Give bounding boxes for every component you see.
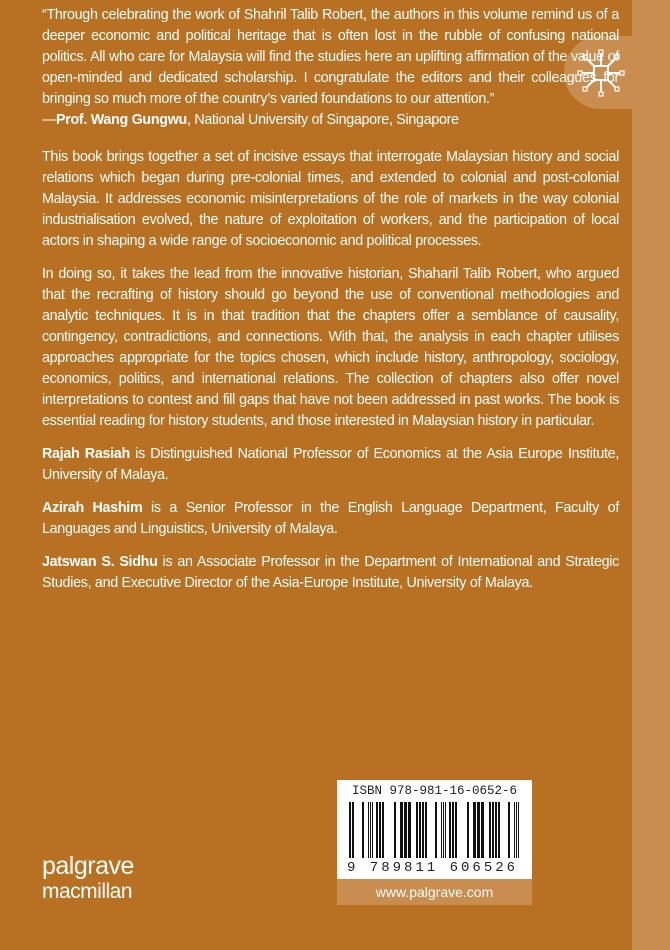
barcode-bar [443,802,444,858]
barcode-bar [379,802,381,858]
publisher-url[interactable]: www.palgrave.com [337,879,532,905]
barcode-bar [445,802,446,858]
barcode-bar [516,802,517,858]
barcode-bar [404,802,407,858]
editor-bio-text: is a Senior Professor in the English Language Department, Faculty of Languages and Linguistics, University of Malaya. [42,500,619,537]
barcode-bar [435,802,437,858]
quote-affiliation: , National University of Singapore, Singapore [186,112,459,128]
barcode-bar [492,802,494,858]
editor-name: Azirah Hashim [42,500,143,516]
isbn-text: ISBN 978-981-16-0652-6 [351,784,518,798]
paragraph: In doing so, it takes the lead from the innovative historian, Shaharil Talib Robert, who argued that the recrafting of history should go beyond the use of conventional methodologies and analytic techniques. It is in that tradition that the chapters offer a semblance of causality, contingency, contradictions, and connections. With that, the analysis in each chapter utilises approaches appropriate for the topics chosen, which include history, anthropology, sociology, economics, politics, and international relations. The collection of chapters also offer novel interpretations to contest and fill gaps that have not been addressed in past works. The book is essential reading for history students, and those interested in Malaysian history in particular. [42,266,619,429]
barcode-bar [425,802,427,858]
barcode-bar [489,802,491,858]
barcode-bar [441,802,442,858]
barcode-bars [349,802,521,858]
barcode-bar [518,802,519,858]
barcode-bar [416,802,418,858]
paragraph: This book brings together a set of incisive essays that interrogate Malaysian history and social relations which began during pre-colonial times, and extended to colonial and post-colonial Malaysia. It addresses economic misinterpretations of the role of markets in the way colonial industrialisation evolved, the nature of exploitation of workers, and the participation of local actors in shaping a wide range of socioeconomic and political processes. [42,149,619,249]
description-paragraph-1 [42,147,619,252]
editor-name: Rajah Rasiah [42,446,130,462]
barcode-bar [467,802,469,858]
barcode-bar [481,802,484,858]
barcode-bar [514,802,515,858]
logo-macmillan: macmillan [42,880,133,903]
barcode-bar [368,802,369,858]
barcode-bar [473,802,476,858]
editor-bio-text: is Distinguished National Professor of Economics at the Asia Europe Institute, University of Malaya. [42,446,619,483]
editor-bio [42,552,619,594]
book-spine [632,0,670,950]
barcode-bar [452,802,454,858]
publisher-logo [42,852,134,904]
barcode-bar [455,802,457,858]
endorsement-quote [42,5,619,131]
barcode-bar [376,802,378,858]
barcode-bar [449,802,451,858]
quote-dash: — [42,112,56,128]
barcode-digits: 9 789811 606526 [347,860,519,876]
barcode-bar [372,802,373,858]
barcode-bar [352,802,354,858]
description-paragraph-2 [42,264,619,432]
barcode-bar [362,802,364,858]
barcode-bar [419,802,421,858]
barcode-bar [394,802,396,858]
logo-palgrave: palgrave [42,852,134,880]
barcode-bar [477,802,480,858]
isbn-barcode [337,780,532,905]
barcode-bar [349,802,351,858]
barcode-bar [408,802,411,858]
editor-bio [42,444,619,486]
barcode-bar [495,802,497,858]
editor-bio [42,498,619,540]
barcode-bar [370,802,371,858]
barcode-bar [400,802,403,858]
barcode-bar [422,802,424,858]
barcode-bar [508,802,510,858]
barcode-bar [382,802,384,858]
quote-author: Prof. Wang Gungwu [56,112,187,128]
editor-bio-text: is an Associate Professor in the Department of International and Strategic Studies, and Executive Director of the Asia-Europe Institute, University of Malaya. [42,554,619,591]
quote-text: “Through celebrating the work of Shahril Talib Robert, the authors in this volume remind us of a deeper economic and political heritage that is often lost in the rubble of confusing national politics. All who care for Malaysia will find the studies here an uplifting affirmation of the value of open-minded and dedicated scholarship. I congratulate the editors and their colleagues for bringing so much more of the country’s varied foundations to our attention.” [42,7,619,107]
editor-name: Jatswan S. Sidhu [42,554,158,570]
back-cover-text [42,5,619,606]
barcode-bar [498,802,500,858]
